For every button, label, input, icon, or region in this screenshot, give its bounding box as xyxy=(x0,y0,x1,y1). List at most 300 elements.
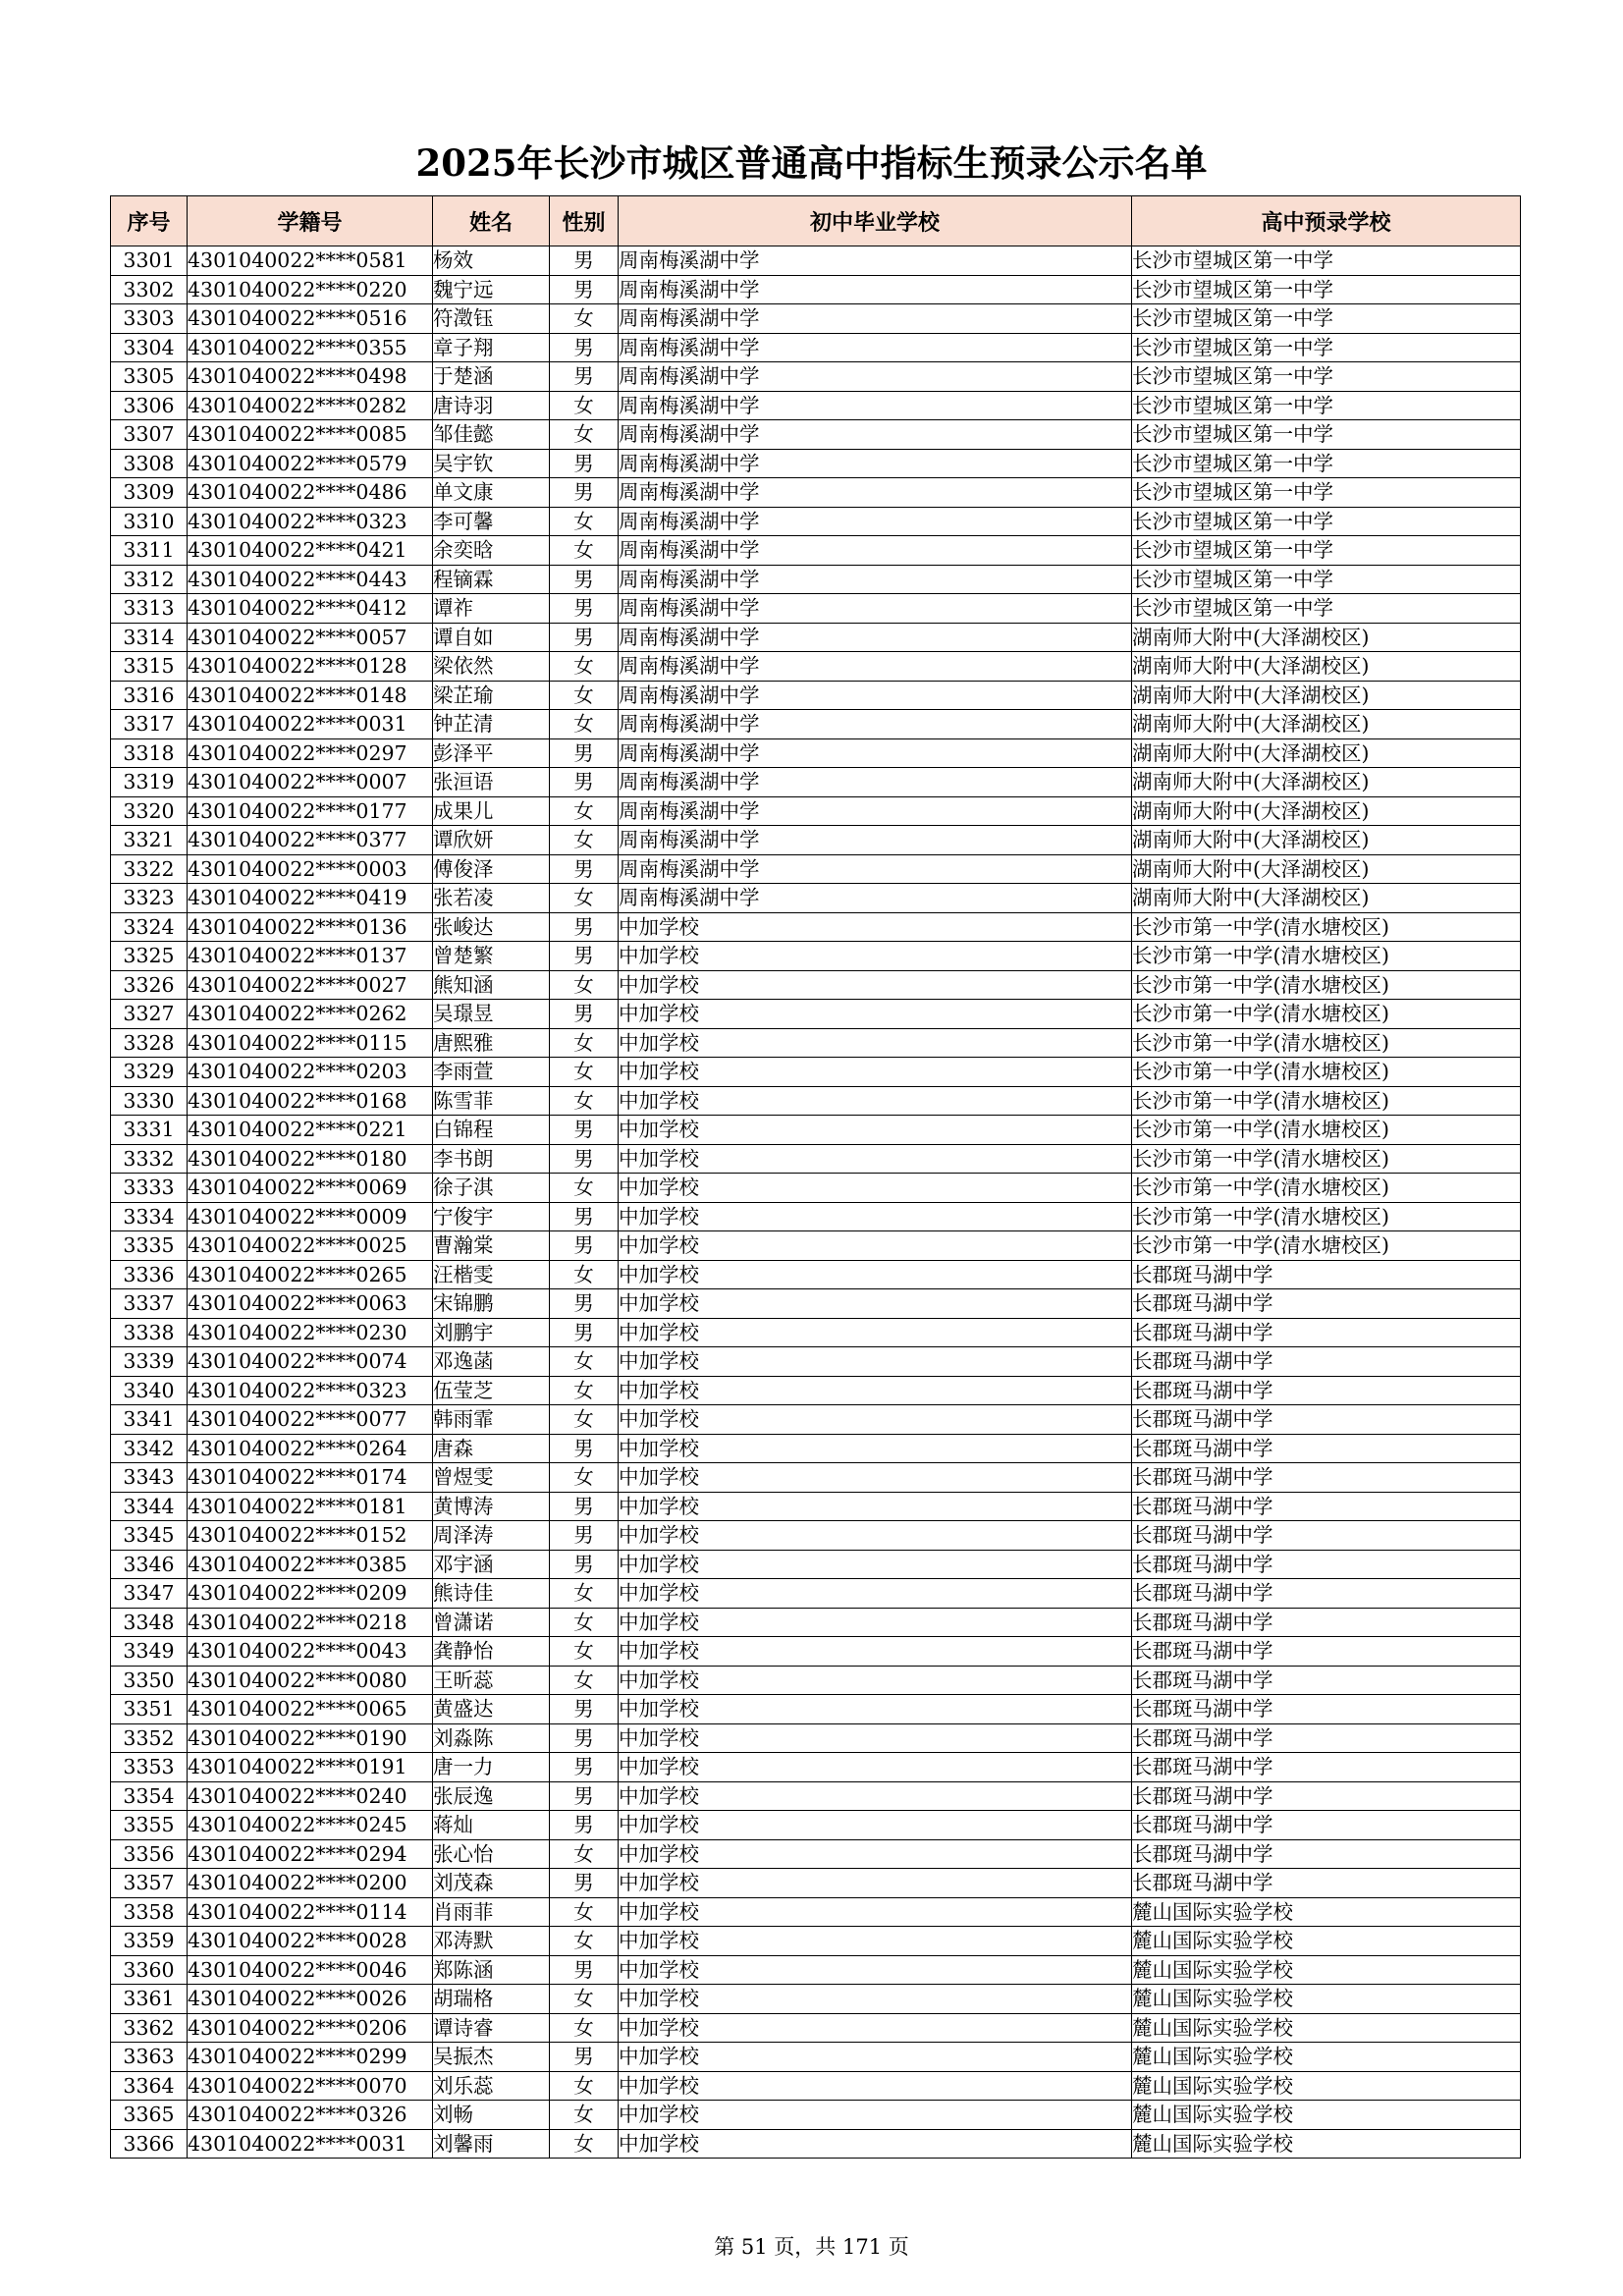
table-row xyxy=(111,2043,1521,2072)
cell-middle-school: 周南梅溪湖中学 xyxy=(619,565,1132,594)
table-row xyxy=(111,1927,1521,1956)
cell-gender: 男 xyxy=(550,1202,619,1231)
cell-name: 杨效 xyxy=(433,246,550,276)
cell-serial: 3351 xyxy=(111,1695,188,1724)
table-row xyxy=(111,478,1521,508)
cell-serial: 3363 xyxy=(111,2043,188,2072)
cell-high-school: 长郡斑马湖中学 xyxy=(1132,1405,1521,1435)
table-row xyxy=(111,536,1521,566)
table-row xyxy=(111,333,1521,362)
table-row xyxy=(111,1405,1521,1435)
cell-high-school: 长郡斑马湖中学 xyxy=(1132,1839,1521,1869)
cell-middle-school: 中加学校 xyxy=(619,1897,1132,1927)
cell-student-id: 4301040022****0069 xyxy=(188,1174,433,1203)
cell-high-school: 长沙市第一中学(清水塘校区) xyxy=(1132,1231,1521,1261)
table-row xyxy=(111,420,1521,450)
cell-gender: 女 xyxy=(550,1608,619,1637)
cell-student-id: 4301040022****0028 xyxy=(188,1927,433,1956)
cell-gender: 女 xyxy=(550,652,619,682)
cell-gender: 男 xyxy=(550,449,619,478)
cell-name: 周泽涛 xyxy=(433,1521,550,1551)
cell-name: 曹瀚棠 xyxy=(433,1231,550,1261)
cell-student-id: 4301040022****0181 xyxy=(188,1492,433,1521)
cell-gender: 女 xyxy=(550,1347,619,1377)
cell-high-school: 麓山国际实验学校 xyxy=(1132,2013,1521,2043)
cell-name: 吴璟昱 xyxy=(433,1000,550,1029)
cell-gender: 女 xyxy=(550,1405,619,1435)
cell-name: 白锦程 xyxy=(433,1116,550,1145)
table-row xyxy=(111,1869,1521,1898)
cell-high-school: 长沙市第一中学(清水塘校区) xyxy=(1132,970,1521,1000)
cell-serial: 3312 xyxy=(111,565,188,594)
table-row xyxy=(111,1492,1521,1521)
cell-student-id: 4301040022****0114 xyxy=(188,1897,433,1927)
cell-student-id: 4301040022****0220 xyxy=(188,275,433,304)
cell-student-id: 4301040022****0245 xyxy=(188,1811,433,1840)
cell-serial: 3313 xyxy=(111,594,188,624)
table-row xyxy=(111,1579,1521,1609)
cell-middle-school: 周南梅溪湖中学 xyxy=(619,681,1132,710)
cell-serial: 3349 xyxy=(111,1637,188,1667)
cell-high-school: 湖南师大附中(大泽湖校区) xyxy=(1132,681,1521,710)
cell-name: 李书朗 xyxy=(433,1144,550,1174)
cell-gender: 男 xyxy=(550,1695,619,1724)
cell-student-id: 4301040022****0191 xyxy=(188,1753,433,1782)
cell-student-id: 4301040022****0355 xyxy=(188,333,433,362)
cell-student-id: 4301040022****0218 xyxy=(188,1608,433,1637)
table-row xyxy=(111,970,1521,1000)
cell-serial: 3303 xyxy=(111,304,188,334)
cell-gender: 女 xyxy=(550,391,619,420)
cell-serial: 3361 xyxy=(111,1985,188,2014)
cell-name: 黄盛达 xyxy=(433,1695,550,1724)
table-body xyxy=(111,246,1521,2159)
cell-name: 胡瑞格 xyxy=(433,1985,550,2014)
cell-name: 程镝霖 xyxy=(433,565,550,594)
cell-gender: 女 xyxy=(550,2129,619,2159)
cell-name: 伍莹芝 xyxy=(433,1376,550,1405)
cell-high-school: 长沙市第一中学(清水塘校区) xyxy=(1132,1174,1521,1203)
cell-gender: 女 xyxy=(550,1897,619,1927)
cell-high-school: 长沙市望城区第一中学 xyxy=(1132,478,1521,508)
cell-gender: 女 xyxy=(550,1839,619,1869)
cell-serial: 3346 xyxy=(111,1550,188,1579)
cell-name: 刘茂森 xyxy=(433,1869,550,1898)
cell-name: 刘鹏宇 xyxy=(433,1318,550,1347)
cell-gender: 男 xyxy=(550,1318,619,1347)
cell-gender: 男 xyxy=(550,768,619,797)
cell-student-id: 4301040022****0579 xyxy=(188,449,433,478)
table-row xyxy=(111,2101,1521,2130)
cell-middle-school: 中加学校 xyxy=(619,1695,1132,1724)
cell-high-school: 湖南师大附中(大泽湖校区) xyxy=(1132,796,1521,826)
cell-gender: 女 xyxy=(550,710,619,739)
cell-high-school: 长郡斑马湖中学 xyxy=(1132,1463,1521,1493)
cell-gender: 女 xyxy=(550,304,619,334)
cell-high-school: 长郡斑马湖中学 xyxy=(1132,1869,1521,1898)
cell-middle-school: 周南梅溪湖中学 xyxy=(619,333,1132,362)
cell-gender: 女 xyxy=(550,1058,619,1087)
cell-student-id: 4301040022****0070 xyxy=(188,2071,433,2101)
cell-serial: 3362 xyxy=(111,2013,188,2043)
cell-serial: 3355 xyxy=(111,1811,188,1840)
cell-student-id: 4301040022****0323 xyxy=(188,1376,433,1405)
cell-student-id: 4301040022****0148 xyxy=(188,681,433,710)
cell-student-id: 4301040022****0209 xyxy=(188,1579,433,1609)
page-title: 2025年长沙市城区普通高中指标生预录公示名单 xyxy=(415,141,1208,185)
table-row xyxy=(111,623,1521,652)
cell-name: 邹佳懿 xyxy=(433,420,550,450)
cell-student-id: 4301040022****0003 xyxy=(188,854,433,884)
cell-middle-school: 中加学校 xyxy=(619,1347,1132,1377)
cell-student-id: 4301040022****0152 xyxy=(188,1521,433,1551)
cell-middle-school: 中加学校 xyxy=(619,970,1132,1000)
table-row xyxy=(111,681,1521,710)
cell-student-id: 4301040022****0007 xyxy=(188,768,433,797)
table-row xyxy=(111,1202,1521,1231)
table-row xyxy=(111,362,1521,392)
cell-middle-school: 中加学校 xyxy=(619,2101,1132,2130)
table-row xyxy=(111,565,1521,594)
cell-name: 梁芷瑜 xyxy=(433,681,550,710)
cell-high-school: 长沙市望城区第一中学 xyxy=(1132,594,1521,624)
cell-student-id: 4301040022****0262 xyxy=(188,1000,433,1029)
table-row xyxy=(111,912,1521,942)
cell-middle-school: 中加学校 xyxy=(619,1492,1132,1521)
cell-high-school: 麓山国际实验学校 xyxy=(1132,2043,1521,2072)
cell-name: 熊知涵 xyxy=(433,970,550,1000)
cell-middle-school: 周南梅溪湖中学 xyxy=(619,826,1132,855)
cell-middle-school: 周南梅溪湖中学 xyxy=(619,710,1132,739)
cell-name: 郑陈涵 xyxy=(433,1955,550,1985)
cell-gender: 女 xyxy=(550,2101,619,2130)
cell-middle-school: 中加学校 xyxy=(619,1289,1132,1319)
table-row xyxy=(111,942,1521,971)
cell-high-school: 麓山国际实验学校 xyxy=(1132,1927,1521,1956)
cell-gender: 女 xyxy=(550,1463,619,1493)
cell-serial: 3320 xyxy=(111,796,188,826)
table-row xyxy=(111,1753,1521,1782)
cell-high-school: 湖南师大附中(大泽湖校区) xyxy=(1132,623,1521,652)
cell-gender: 男 xyxy=(550,1231,619,1261)
cell-student-id: 4301040022****0190 xyxy=(188,1723,433,1753)
cell-high-school: 麓山国际实验学校 xyxy=(1132,2129,1521,2159)
cell-middle-school: 中加学校 xyxy=(619,1260,1132,1289)
cell-middle-school: 周南梅溪湖中学 xyxy=(619,304,1132,334)
cell-gender: 男 xyxy=(550,942,619,971)
cell-serial: 3366 xyxy=(111,2129,188,2159)
cell-middle-school: 中加学校 xyxy=(619,1376,1132,1405)
cell-serial: 3301 xyxy=(111,246,188,276)
roster-table xyxy=(110,195,1521,2159)
cell-serial: 3306 xyxy=(111,391,188,420)
cell-serial: 3359 xyxy=(111,1927,188,1956)
cell-high-school: 湖南师大附中(大泽湖校区) xyxy=(1132,854,1521,884)
cell-gender: 男 xyxy=(550,2043,619,2072)
table-row xyxy=(111,2071,1521,2101)
table-row xyxy=(111,1695,1521,1724)
cell-gender: 女 xyxy=(550,2013,619,2043)
cell-gender: 男 xyxy=(550,1955,619,1985)
cell-student-id: 4301040022****0419 xyxy=(188,884,433,913)
cell-name: 于楚涵 xyxy=(433,362,550,392)
cell-gender: 男 xyxy=(550,738,619,768)
cell-high-school: 长郡斑马湖中学 xyxy=(1132,1781,1521,1811)
cell-high-school: 长沙市望城区第一中学 xyxy=(1132,275,1521,304)
cell-gender: 女 xyxy=(550,1260,619,1289)
cell-serial: 3321 xyxy=(111,826,188,855)
cell-serial: 3319 xyxy=(111,768,188,797)
cell-serial: 3347 xyxy=(111,1579,188,1609)
cell-name: 曾潇诺 xyxy=(433,1608,550,1637)
cell-name: 蒋灿 xyxy=(433,1811,550,1840)
cell-gender: 男 xyxy=(550,246,619,276)
cell-high-school: 湖南师大附中(大泽湖校区) xyxy=(1132,768,1521,797)
header-student-id: 学籍号 xyxy=(188,196,433,246)
cell-serial: 3325 xyxy=(111,942,188,971)
cell-name: 余奕晗 xyxy=(433,536,550,566)
table-row xyxy=(111,768,1521,797)
cell-serial: 3308 xyxy=(111,449,188,478)
header-middle-school: 初中毕业学校 xyxy=(619,196,1132,246)
cell-name: 梁依然 xyxy=(433,652,550,682)
cell-high-school: 长郡斑马湖中学 xyxy=(1132,1318,1521,1347)
cell-serial: 3341 xyxy=(111,1405,188,1435)
cell-serial: 3304 xyxy=(111,333,188,362)
cell-middle-school: 周南梅溪湖中学 xyxy=(619,507,1132,536)
table-row xyxy=(111,304,1521,334)
cell-high-school: 长郡斑马湖中学 xyxy=(1132,1666,1521,1695)
cell-gender: 男 xyxy=(550,1116,619,1145)
cell-middle-school: 中加学校 xyxy=(619,1174,1132,1203)
table-row xyxy=(111,884,1521,913)
cell-gender: 女 xyxy=(550,507,619,536)
cell-student-id: 4301040022****0031 xyxy=(188,2129,433,2159)
cell-middle-school: 中加学校 xyxy=(619,1550,1132,1579)
cell-name: 曾楚繁 xyxy=(433,942,550,971)
cell-high-school: 长郡斑马湖中学 xyxy=(1132,1521,1521,1551)
cell-gender: 男 xyxy=(550,478,619,508)
cell-student-id: 4301040022****0265 xyxy=(188,1260,433,1289)
cell-high-school: 长郡斑马湖中学 xyxy=(1132,1723,1521,1753)
cell-high-school: 长沙市望城区第一中学 xyxy=(1132,536,1521,566)
cell-high-school: 长沙市第一中学(清水塘校区) xyxy=(1132,1000,1521,1029)
cell-gender: 女 xyxy=(550,884,619,913)
cell-high-school: 长沙市第一中学(清水塘校区) xyxy=(1132,1028,1521,1058)
cell-middle-school: 周南梅溪湖中学 xyxy=(619,594,1132,624)
cell-student-id: 4301040022****0174 xyxy=(188,1463,433,1493)
cell-serial: 3354 xyxy=(111,1781,188,1811)
cell-high-school: 湖南师大附中(大泽湖校区) xyxy=(1132,826,1521,855)
cell-name: 陈雪菲 xyxy=(433,1086,550,1116)
cell-serial: 3344 xyxy=(111,1492,188,1521)
cell-serial: 3334 xyxy=(111,1202,188,1231)
cell-name: 吴宇钦 xyxy=(433,449,550,478)
cell-gender: 男 xyxy=(550,623,619,652)
cell-gender: 男 xyxy=(550,1144,619,1174)
cell-high-school: 长郡斑马湖中学 xyxy=(1132,1260,1521,1289)
cell-name: 肖雨菲 xyxy=(433,1897,550,1927)
cell-name: 傅俊泽 xyxy=(433,854,550,884)
cell-gender: 女 xyxy=(550,1927,619,1956)
cell-student-id: 4301040022****0137 xyxy=(188,942,433,971)
cell-serial: 3336 xyxy=(111,1260,188,1289)
table-row xyxy=(111,1260,1521,1289)
cell-student-id: 4301040022****0385 xyxy=(188,1550,433,1579)
cell-serial: 3332 xyxy=(111,1144,188,1174)
table-row xyxy=(111,1231,1521,1261)
table-row xyxy=(111,1086,1521,1116)
cell-student-id: 4301040022****0498 xyxy=(188,362,433,392)
cell-middle-school: 中加学校 xyxy=(619,1116,1132,1145)
cell-serial: 3345 xyxy=(111,1521,188,1551)
cell-gender: 男 xyxy=(550,1521,619,1551)
cell-name: 宁俊宇 xyxy=(433,1202,550,1231)
cell-gender: 男 xyxy=(550,854,619,884)
cell-high-school: 长郡斑马湖中学 xyxy=(1132,1608,1521,1637)
table-row xyxy=(111,1376,1521,1405)
cell-middle-school: 中加学校 xyxy=(619,2013,1132,2043)
cell-high-school: 长沙市望城区第一中学 xyxy=(1132,362,1521,392)
cell-high-school: 长郡斑马湖中学 xyxy=(1132,1550,1521,1579)
cell-serial: 3302 xyxy=(111,275,188,304)
cell-high-school: 湖南师大附中(大泽湖校区) xyxy=(1132,652,1521,682)
cell-name: 魏宁远 xyxy=(433,275,550,304)
table-row xyxy=(111,1550,1521,1579)
cell-middle-school: 中加学校 xyxy=(619,1723,1132,1753)
cell-name: 张若凌 xyxy=(433,884,550,913)
cell-serial: 3324 xyxy=(111,912,188,942)
cell-high-school: 麓山国际实验学校 xyxy=(1132,2101,1521,2130)
cell-high-school: 长沙市望城区第一中学 xyxy=(1132,420,1521,450)
cell-gender: 男 xyxy=(550,1723,619,1753)
table-row xyxy=(111,854,1521,884)
cell-student-id: 4301040022****0412 xyxy=(188,594,433,624)
cell-name: 曾煜雯 xyxy=(433,1463,550,1493)
cell-gender: 男 xyxy=(550,1753,619,1782)
table-row xyxy=(111,1434,1521,1463)
table-row xyxy=(111,1058,1521,1087)
table-row xyxy=(111,2129,1521,2159)
cell-serial: 3348 xyxy=(111,1608,188,1637)
cell-high-school: 长沙市第一中学(清水塘校区) xyxy=(1132,1086,1521,1116)
cell-middle-school: 周南梅溪湖中学 xyxy=(619,768,1132,797)
cell-high-school: 长沙市第一中学(清水塘校区) xyxy=(1132,1202,1521,1231)
cell-name: 刘乐蕊 xyxy=(433,2071,550,2101)
cell-student-id: 4301040022****0264 xyxy=(188,1434,433,1463)
cell-name: 刘淼陈 xyxy=(433,1723,550,1753)
cell-middle-school: 中加学校 xyxy=(619,1202,1132,1231)
cell-serial: 3356 xyxy=(111,1839,188,1869)
cell-gender: 女 xyxy=(550,796,619,826)
cell-serial: 3318 xyxy=(111,738,188,768)
header-serial: 序号 xyxy=(111,196,188,246)
cell-high-school: 麓山国际实验学校 xyxy=(1132,1985,1521,2014)
cell-serial: 3311 xyxy=(111,536,188,566)
table-row xyxy=(111,1000,1521,1029)
cell-serial: 3337 xyxy=(111,1289,188,1319)
table-header-row xyxy=(111,196,1521,246)
table-row xyxy=(111,1028,1521,1058)
cell-name: 熊诗佳 xyxy=(433,1579,550,1609)
cell-high-school: 长郡斑马湖中学 xyxy=(1132,1811,1521,1840)
cell-student-id: 4301040022****0168 xyxy=(188,1086,433,1116)
cell-name: 宋锦鹏 xyxy=(433,1289,550,1319)
cell-gender: 男 xyxy=(550,1811,619,1840)
cell-serial: 3333 xyxy=(111,1174,188,1203)
cell-serial: 3315 xyxy=(111,652,188,682)
cell-serial: 3353 xyxy=(111,1753,188,1782)
table-row xyxy=(111,796,1521,826)
cell-gender: 男 xyxy=(550,565,619,594)
cell-student-id: 4301040022****0581 xyxy=(188,246,433,276)
cell-name: 谭诗睿 xyxy=(433,2013,550,2043)
cell-middle-school: 中加学校 xyxy=(619,1000,1132,1029)
cell-gender: 女 xyxy=(550,826,619,855)
cell-high-school: 麓山国际实验学校 xyxy=(1132,1897,1521,1927)
cell-middle-school: 周南梅溪湖中学 xyxy=(619,536,1132,566)
cell-high-school: 长郡斑马湖中学 xyxy=(1132,1492,1521,1521)
cell-middle-school: 周南梅溪湖中学 xyxy=(619,623,1132,652)
cell-student-id: 4301040022****0046 xyxy=(188,1955,433,1985)
cell-middle-school: 中加学校 xyxy=(619,1086,1132,1116)
cell-gender: 男 xyxy=(550,275,619,304)
cell-middle-school: 周南梅溪湖中学 xyxy=(619,478,1132,508)
cell-serial: 3323 xyxy=(111,884,188,913)
cell-name: 谭祚 xyxy=(433,594,550,624)
cell-serial: 3343 xyxy=(111,1463,188,1493)
table-row xyxy=(111,1637,1521,1667)
cell-gender: 男 xyxy=(550,1869,619,1898)
cell-gender: 男 xyxy=(550,333,619,362)
cell-middle-school: 周南梅溪湖中学 xyxy=(619,449,1132,478)
cell-high-school: 长郡斑马湖中学 xyxy=(1132,1753,1521,1782)
cell-middle-school: 中加学校 xyxy=(619,1869,1132,1898)
cell-middle-school: 中加学校 xyxy=(619,912,1132,942)
cell-serial: 3322 xyxy=(111,854,188,884)
table-row xyxy=(111,1955,1521,1985)
cell-name: 黄博涛 xyxy=(433,1492,550,1521)
table-row xyxy=(111,1463,1521,1493)
table-row xyxy=(111,1347,1521,1377)
cell-name: 刘馨雨 xyxy=(433,2129,550,2159)
cell-serial: 3350 xyxy=(111,1666,188,1695)
cell-high-school: 长沙市望城区第一中学 xyxy=(1132,304,1521,334)
table-row xyxy=(111,1839,1521,1869)
cell-student-id: 4301040022****0323 xyxy=(188,507,433,536)
cell-name: 成果儿 xyxy=(433,796,550,826)
cell-name: 钟芷清 xyxy=(433,710,550,739)
table-row xyxy=(111,1985,1521,2014)
cell-serial: 3338 xyxy=(111,1318,188,1347)
table-row xyxy=(111,275,1521,304)
cell-gender: 男 xyxy=(550,362,619,392)
cell-high-school: 湖南师大附中(大泽湖校区) xyxy=(1132,710,1521,739)
cell-serial: 3342 xyxy=(111,1434,188,1463)
cell-student-id: 4301040022****0074 xyxy=(188,1347,433,1377)
table-row xyxy=(111,1289,1521,1319)
cell-gender: 男 xyxy=(550,1434,619,1463)
cell-high-school: 长沙市第一中学(清水塘校区) xyxy=(1132,1116,1521,1145)
cell-student-id: 4301040022****0025 xyxy=(188,1231,433,1261)
cell-high-school: 长沙市望城区第一中学 xyxy=(1132,565,1521,594)
table-row xyxy=(111,1781,1521,1811)
cell-middle-school: 中加学校 xyxy=(619,1463,1132,1493)
cell-name: 徐子淇 xyxy=(433,1174,550,1203)
cell-middle-school: 中加学校 xyxy=(619,1521,1132,1551)
table-row xyxy=(111,1144,1521,1174)
page-footer: 第 51 页，共 171 页 xyxy=(714,2235,909,2259)
